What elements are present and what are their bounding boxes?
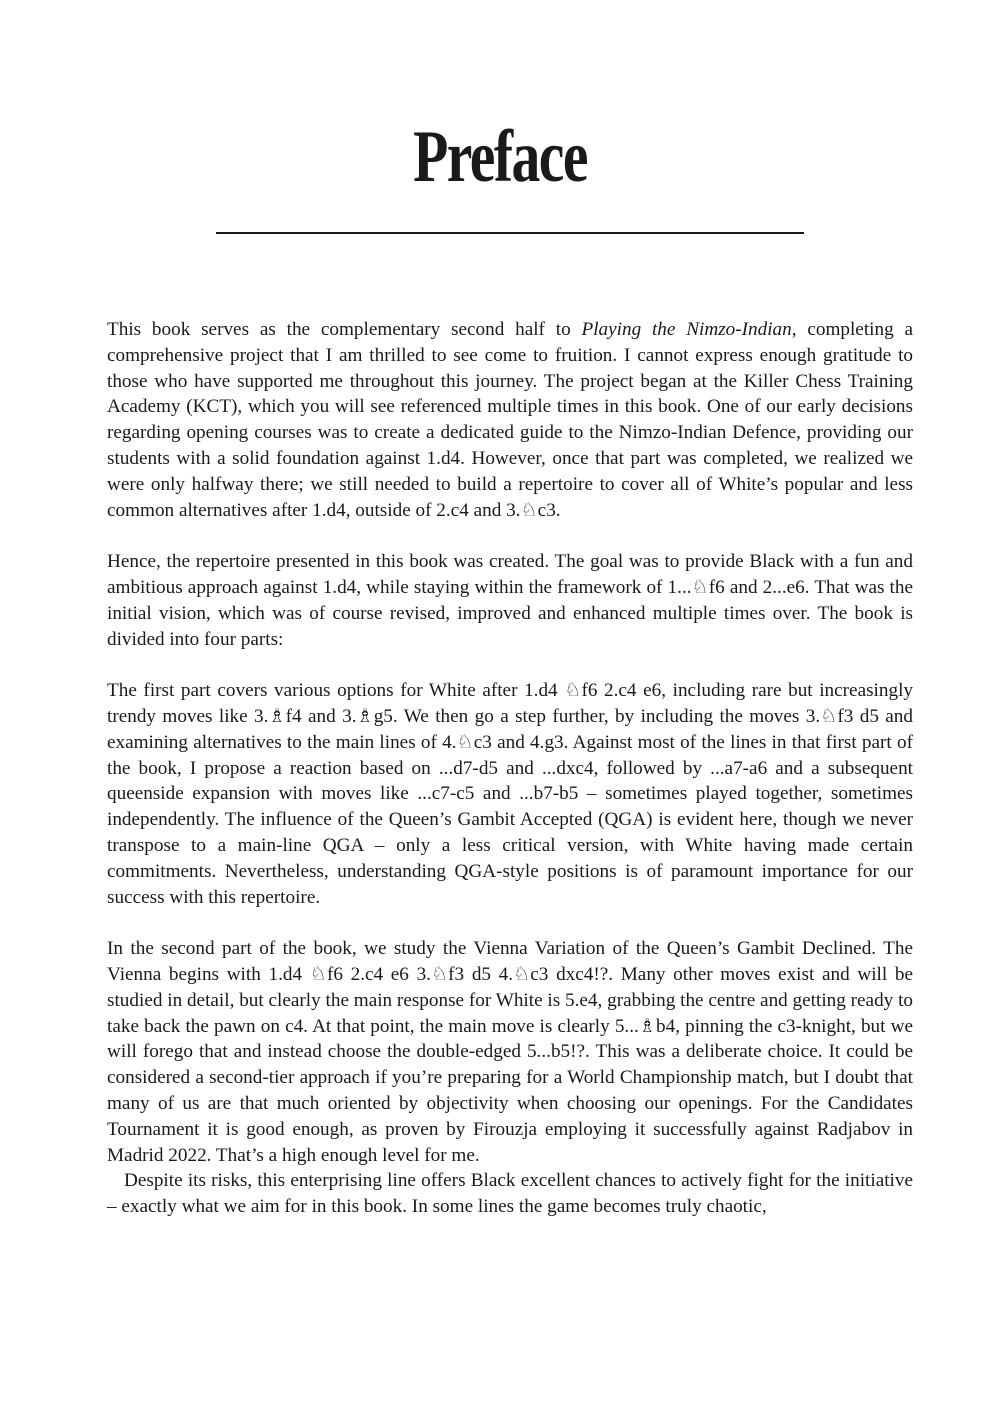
preface-body xyxy=(107,317,913,1220)
paragraph-3: The first part covers various options for White after 1.d4 ♘f6 2.c4 e6, including rare but increasingly trendy moves like 3.♗f4 and 3.♗g5. We then go a step further, by including the moves 3.♘f3 d5 and examining alternatives to the main lines of 4.♘c3 and 4.g3. Against most of the lines in that first part of the book, I propose a reaction based on ...d7-d5 and ...dxc4, followed by ...a7-a6 and a subsequent queenside expansion with moves like ...c7-c5 and ...b7-b5 – sometimes played together, sometimes independently. The influence of the Queen’s Gambit Accepted (QGA) is evident here, though we never transpose to a main-line QGA – only a less critical version, with White having made certain commitments. Nevertheless, understanding QGA-style positions is of paramount importance for our success with this repertoire. xyxy=(107,680,913,908)
title-divider xyxy=(216,232,804,234)
paragraph-4: In the second part of the book, we study the Vienna Variation of the Queen’s Gambit Declined. The Vienna begins with 1.d4 ♘f6 2.c4 e6 3.♘f3 d5 4.♘c3 dxc4!?. Many other moves exist and will be studied in detail, but clearly the main response for White is 5.e4, grabbing the centre and getting ready to take back the pawn on c4. At that point, the main move is clearly 5...♗b4, pinning the c3-knight, but we will forego that and instead choose the double-edged 5...b5!?. This was a deliberate choice. It could be considered a second-tier approach if you’re preparing for a World Championship match, but I doubt that many of us are that much oriented by objectivity when choosing our openings. For the Candidates Tournament it is good enough, as proven by Firouzja employing it successfully against Radjabov in Madrid 2022. That’s a high enough level for me. xyxy=(107,938,913,1166)
paragraph-1 xyxy=(107,317,913,523)
paragraph-5: Despite its risks, this enterprising line offers Black excellent chances to actively fight for the initiative – exactly what we aim for in this book. In some lines the game becomes truly chaotic, xyxy=(107,1170,913,1218)
paragraph-2: Hence, the repertoire presented in this book was created. The goal was to provide Black with a fun and ambitious approach against 1.d4, while staying within the framework of 1...♘f6 and 2...e6. That was the initial vision, which was of course revised, improved and enhanced multiple times over. The book is divided into four parts: xyxy=(107,551,913,650)
paragraph-1-text-b: , completing a comprehensive project that I am thrilled to see come to fruition. I cannot express enough gratitude to those who have supported me throughout this journey. The project began at the Killer Chess Training Academy (KCT), which you will see referenced multiple times in this book. One of our early decisions regarding opening courses was to create a dedicated guide to the Nimzo-Indian Defence, providing our students with a solid foundation against 1.d4. However, once that part was completed, we realized we were only halfway there; we still needed to build a repertoire to cover all of White’s popular and less common alternatives after 1.d4, outside of 2.c4 and 3.♘c3. xyxy=(107,319,913,521)
paragraph-1-text-a: This book serves as the complementary second half to xyxy=(107,319,582,340)
book-title-italic: Playing the Nimzo-Indian xyxy=(581,319,792,340)
page-title: Preface xyxy=(413,116,587,198)
